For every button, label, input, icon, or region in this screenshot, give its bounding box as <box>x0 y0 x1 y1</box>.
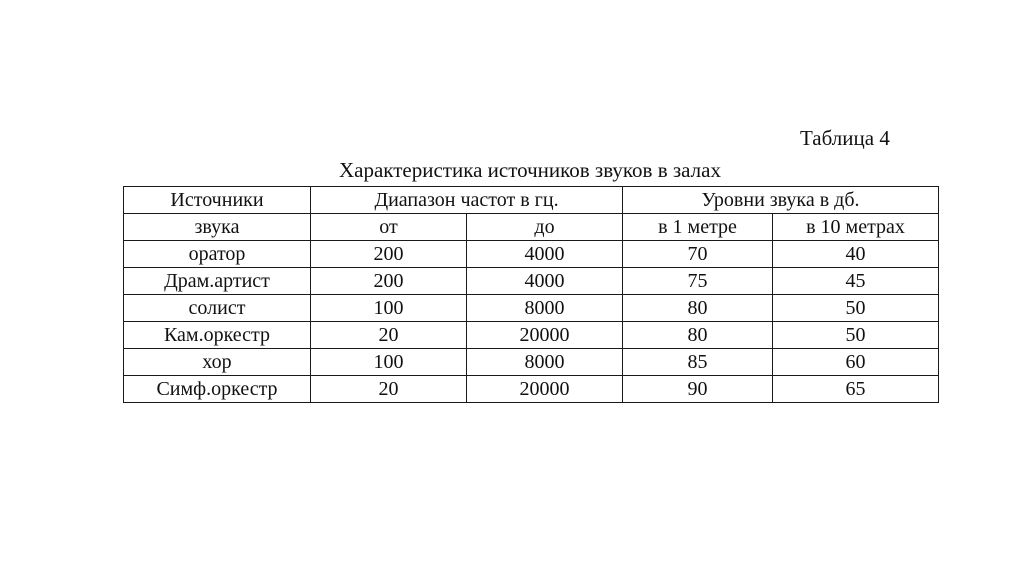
cell-source: Кам.оркестр <box>124 322 311 349</box>
cell-at-10m: 60 <box>773 349 939 376</box>
header-row-1 <box>124 187 939 214</box>
cell-to: 20000 <box>467 376 623 403</box>
header-to: до <box>467 214 623 241</box>
table-title: Характеристика источников звуков в залах <box>339 158 721 182</box>
cell-at-1m: 85 <box>623 349 773 376</box>
cell-at-1m: 80 <box>623 322 773 349</box>
table-row <box>124 241 939 268</box>
cell-to: 8000 <box>467 349 623 376</box>
cell-source: Симф.оркестр <box>124 376 311 403</box>
cell-from: 100 <box>311 349 467 376</box>
cell-to: 8000 <box>467 295 623 322</box>
header-sound-levels: Уровни звука в дб. <box>623 187 939 214</box>
cell-at-1m: 75 <box>623 268 773 295</box>
header-sources: Источники <box>124 187 311 214</box>
header-from: от <box>311 214 467 241</box>
cell-source: хор <box>124 349 311 376</box>
cell-source: солист <box>124 295 311 322</box>
cell-source: Драм.артист <box>124 268 311 295</box>
cell-at-10m: 50 <box>773 295 939 322</box>
cell-from: 20 <box>311 322 467 349</box>
cell-from: 200 <box>311 268 467 295</box>
header-freq-range: Диапазон частот в гц. <box>311 187 623 214</box>
cell-to: 4000 <box>467 268 623 295</box>
cell-at-1m: 90 <box>623 376 773 403</box>
cell-to: 4000 <box>467 241 623 268</box>
header-row-2 <box>124 214 939 241</box>
sound-sources-table <box>123 186 939 403</box>
header-at-10m: в 10 метрах <box>773 214 939 241</box>
table-row <box>124 295 939 322</box>
cell-at-1m: 80 <box>623 295 773 322</box>
cell-at-10m: 45 <box>773 268 939 295</box>
header-at-1m: в 1 метре <box>623 214 773 241</box>
cell-at-1m: 70 <box>623 241 773 268</box>
header-sources-cont: звука <box>124 214 311 241</box>
cell-at-10m: 40 <box>773 241 939 268</box>
table-row <box>124 376 939 403</box>
cell-source: оратор <box>124 241 311 268</box>
cell-to: 20000 <box>467 322 623 349</box>
table-row <box>124 322 939 349</box>
table-row <box>124 349 939 376</box>
table-row <box>124 268 939 295</box>
cell-at-10m: 65 <box>773 376 939 403</box>
cell-from: 200 <box>311 241 467 268</box>
cell-from: 100 <box>311 295 467 322</box>
cell-at-10m: 50 <box>773 322 939 349</box>
table-number: Таблица 4 <box>800 126 890 150</box>
cell-from: 20 <box>311 376 467 403</box>
